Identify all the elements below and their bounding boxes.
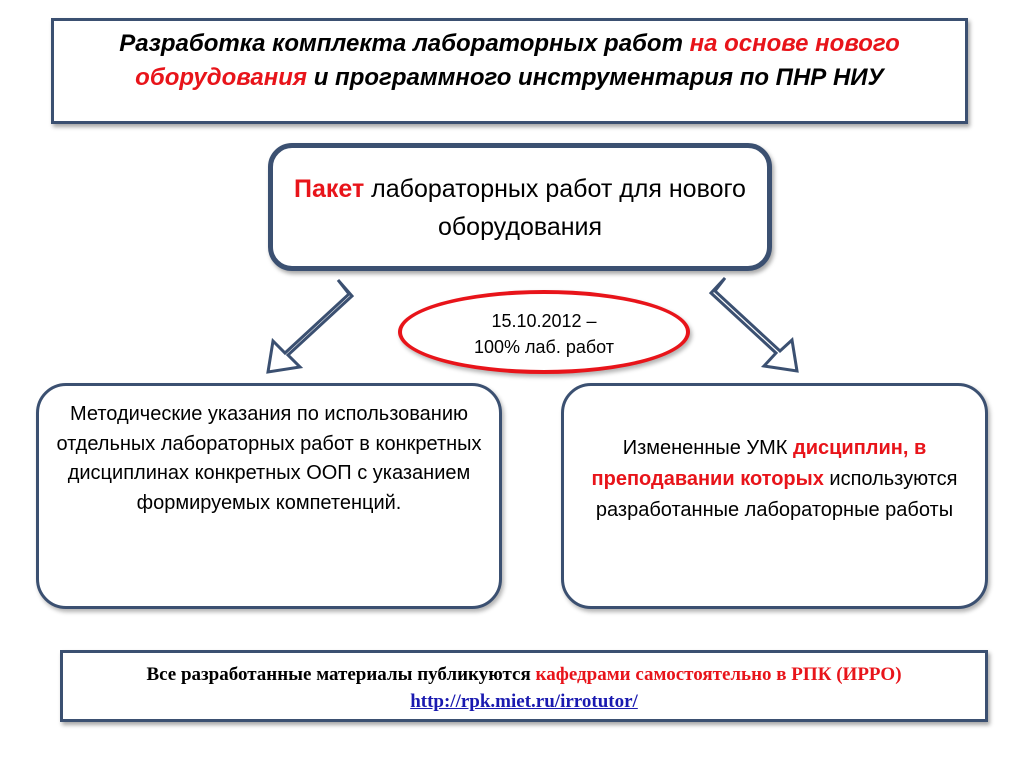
- modified-umk-box: [561, 383, 988, 609]
- footer-part-1: Все разработанные материалы публикуются: [146, 664, 536, 685]
- left-down-arrow: [268, 280, 352, 372]
- right-down-arrow: [711, 278, 797, 371]
- milestone-date: 15.10.2012 –: [491, 311, 597, 331]
- umk-part-3: используются разработанные лабораторные работы: [595, 468, 958, 521]
- milestone-text: [402, 308, 686, 360]
- modified-umk-text: [574, 433, 975, 526]
- title-part-1: Разработка комплекта лабораторных работ: [119, 30, 690, 57]
- rpk-link[interactable]: http://rpk.miet.ru/irrotutor/: [410, 691, 638, 712]
- methodical-guidelines-box: [36, 383, 502, 609]
- umk-part-2-highlight: дисциплин, в преподавании которых: [591, 437, 927, 490]
- milestone-status: 100% лаб. работ: [473, 337, 615, 357]
- title-part-2-highlight: на основе нового оборудования: [135, 30, 900, 91]
- package-rest: лабораторных работ для нового оборудования: [364, 175, 746, 241]
- methodical-guidelines-text: Методические указания по использованию отдельных лабораторных работ в конкретных дисциплинах конкретных ООП с указанием формируемых компетенций.: [56, 403, 482, 514]
- title-part-3: и программного инструментария по ПНР НИУ: [307, 64, 884, 91]
- package-keyword: Пакет: [294, 175, 365, 203]
- footer-part-2-highlight: кафедрами самостоятельно в РПК (ИРРО): [535, 664, 902, 685]
- footer-box: [60, 650, 988, 722]
- footer-text: [63, 661, 985, 715]
- umk-part-1: Измененные УМК: [622, 437, 794, 459]
- milestone-ellipse: [398, 290, 690, 374]
